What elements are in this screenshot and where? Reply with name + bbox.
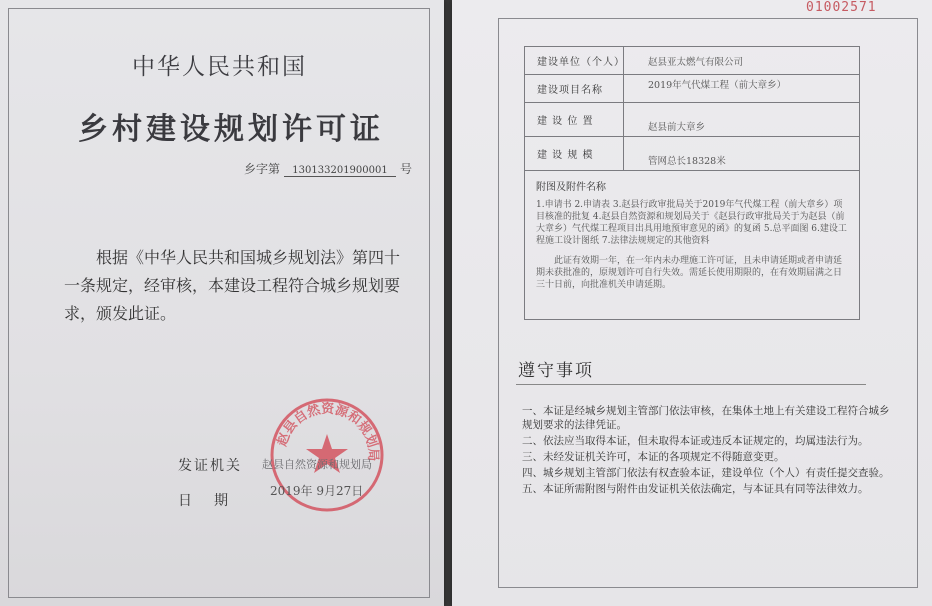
issuer-name: 赵县自然资源和规划局 xyxy=(262,458,372,471)
rule-item: 五、本证所需附图与附件由发证机关依法确定，与本证具有同等法律效力。 xyxy=(522,483,869,495)
row-value: 赵县亚太燃气有限公司 xyxy=(624,47,860,75)
project-info-table xyxy=(524,46,860,320)
table-row xyxy=(525,103,860,137)
permit-title: 乡村建设规划许可证 xyxy=(78,112,384,147)
permit-intro-text: 根据《中华人民共和国城乡规划法》第四十一条规定，经审核，本建设工程符合城乡规划要求，颁发此证。 xyxy=(64,248,401,323)
issuer-label: 发证机关 xyxy=(178,458,242,474)
row-label: 建设项目名称 xyxy=(525,75,624,103)
seal-text: 赵县自然资源和规划局 xyxy=(274,401,381,462)
table-row xyxy=(525,47,860,75)
table-row xyxy=(525,171,860,320)
country-name: 中华人民共和国 xyxy=(132,54,307,80)
attachments-cell xyxy=(525,171,860,320)
rule-item: 一、本证是经城乡规划主管部门依法审核，在集体土地上有关建设工程符合城乡规划要求的法律凭证。 xyxy=(522,405,890,431)
date-label: 日期 xyxy=(178,493,250,509)
permit-number: 130133201900001 xyxy=(284,165,396,177)
rule-item: 三、未经发证机关许可，本证的各项规定不得随意变更。 xyxy=(522,451,785,463)
rule-item: 二、依法应当取得本证，但未取得本证或违反本证规定的，均属违法行为。 xyxy=(522,435,869,447)
table-row xyxy=(525,137,860,171)
row-value: 赵县前大章乡 xyxy=(624,103,860,137)
row-label: 建设单位（个人） xyxy=(525,47,624,75)
row-label: 建 设 位 置 xyxy=(525,103,624,137)
rules-divider xyxy=(516,384,866,385)
validity-note: 此证有效期一年，在一年内未办理施工许可证，且未申请延期或者申请延期未获批准的，原规划许可自行失效。需延长使用期限的，在有效期届满之日三十日前，向批准机关申请延期。 xyxy=(536,256,843,290)
permit-number-prefix: 乡字第 xyxy=(244,162,281,176)
serial-number: 01002571 xyxy=(806,0,877,15)
permit-number-suffix: 号 xyxy=(400,162,413,176)
row-value: 管网总长18328米 xyxy=(624,137,860,171)
attachments-label: 附图及附件名称 xyxy=(536,182,606,193)
table-row xyxy=(525,75,860,103)
rules-list xyxy=(522,404,890,498)
row-label: 建 设 规 模 xyxy=(525,137,624,171)
attachments-list: 1.申请书 2.申请表 3.赵县行政审批局关于2019年气代煤工程（前大章乡）项目核准的批复 4.赵县自然资源和规划局关于《赵县行政审批局关于为赵县（前大章乡）气代煤工程项目出具用地预审意见的函》的复函 5.总平面图 6.建设工程施工设计图纸 7.法律法规规定的其他资料 xyxy=(536,200,847,246)
rules-title: 遵守事项 xyxy=(518,361,594,381)
row-value: 2019年气代煤工程（前大章乡） xyxy=(624,75,860,103)
rule-item: 四、城乡规划主管部门依法有权查验本证，建设单位（个人）有责任提交查验。 xyxy=(522,467,890,479)
issue-date: 2019年 9月27日 xyxy=(270,484,364,498)
permit-number-line xyxy=(244,160,412,177)
